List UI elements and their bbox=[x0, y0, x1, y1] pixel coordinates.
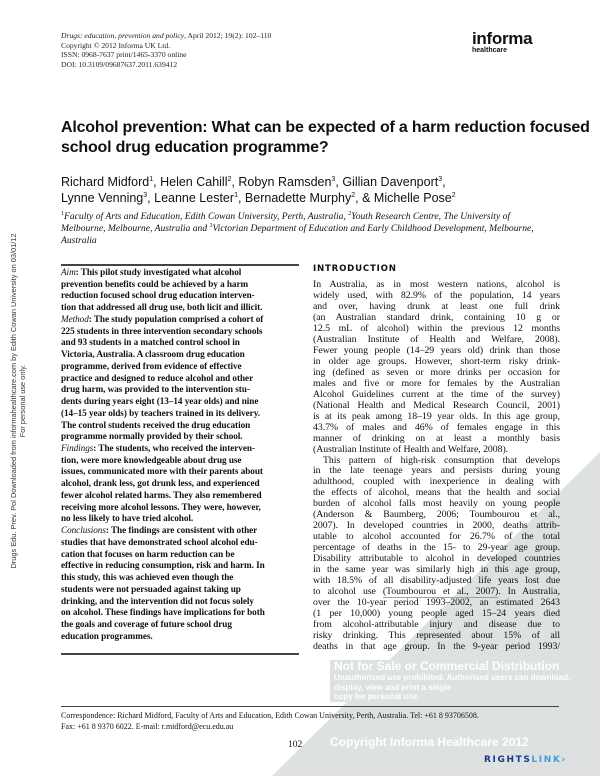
body-text-line: males and five or more for females by the Australian bbox=[313, 377, 560, 389]
affiliations bbox=[61, 211, 556, 247]
body-text-line: (1 per 10,000) young people aged 15–24 years died bbox=[313, 608, 560, 620]
abstract-line bbox=[61, 619, 299, 631]
abstract-line bbox=[61, 596, 299, 608]
abstract-line bbox=[61, 408, 299, 420]
abstract-text: fewer alcohol related harms. They also remembered bbox=[61, 489, 262, 500]
download-notice bbox=[9, 191, 27, 611]
copyright-watermark bbox=[330, 660, 600, 702]
abstract-line bbox=[61, 490, 299, 502]
body-text-line: burden of alcohol falls most heavily on young people bbox=[313, 498, 560, 510]
abstract-line bbox=[61, 349, 299, 361]
journal-name: Drugs: education, prevention and policy bbox=[61, 31, 185, 40]
author-affiliation-mark: 3 bbox=[143, 191, 148, 199]
affiliation-number: 1 bbox=[61, 210, 64, 217]
abstract-text: issues, communicated more with their parents about bbox=[61, 466, 263, 477]
author-name: Richard Midford bbox=[61, 175, 150, 189]
page-number: 102 bbox=[288, 740, 303, 750]
issn-line: ISSN: 0968-7637 print/1465-3370 online bbox=[61, 50, 187, 60]
body-text-line: 2007). In developed countries in 2000, deaths attrib- bbox=[313, 520, 560, 532]
abstract-text: : The findings are consistent with other bbox=[105, 525, 258, 536]
abstract-text: no less likely to have tried alcohol. bbox=[61, 513, 194, 524]
rightslink-arrow-icon: › bbox=[561, 755, 567, 765]
abstract-text: : The students, who received the interven- bbox=[93, 443, 255, 454]
abstract-text: prevention benefits could be achieved by a harm bbox=[61, 278, 249, 289]
author-name: Michelle Pose bbox=[373, 191, 452, 205]
abstract-line bbox=[61, 373, 299, 385]
abstract-text: dents during years eight (13–14 year olds) and nine bbox=[61, 396, 259, 407]
rightslink-part: RIGHTS bbox=[484, 755, 532, 765]
abstract-line bbox=[61, 267, 299, 279]
abstract-line bbox=[61, 302, 299, 314]
abstract-text: cation that focuses on harm reduction can be bbox=[61, 548, 235, 559]
citation-link[interactable]: (Toumbourou et al., 2007) bbox=[382, 586, 499, 598]
abstract-line bbox=[61, 431, 299, 443]
affiliation-text: Victorian Department of Education and Early Childhood Development, Melbourne, Australia bbox=[61, 223, 534, 246]
abstract-line bbox=[61, 607, 299, 619]
abstract-text: and 93 students in a matched control school in bbox=[61, 337, 240, 348]
abstract-label: Findings bbox=[61, 443, 94, 454]
abstract-line bbox=[61, 326, 299, 338]
abstract-text: the goals and coverage of future school drug bbox=[61, 619, 232, 630]
abstract-text: : This pilot study investigated what alcohol bbox=[75, 267, 242, 277]
abstract bbox=[61, 267, 299, 643]
copyright-watermark-title: Copyright Informa Healthcare 2012 bbox=[322, 735, 600, 749]
abstract-line bbox=[61, 420, 299, 432]
body-text-line: in the late teenage years and persists during young bbox=[313, 465, 560, 477]
author-name: Gillian Davenport bbox=[342, 175, 439, 189]
body-text-line: with 18.5% of all disability-adjusted life years lost due bbox=[313, 575, 560, 587]
correspondence-line: Fax: +61 8 9370 6022. E-mail: r.midford@ecu.edu.au bbox=[61, 721, 234, 731]
abstract-line bbox=[61, 279, 299, 291]
author-list: Richard Midford$^1$, Helen Cahill$^2$, Robyn Ramsden$^3$, Gillian Davenport$^3$, Lynne Venning$^3$, Leanne Lester$^1$, Bernadette Murphy$^2$, & Michelle Pose$^2$ bbox=[61, 175, 456, 205]
body-text-line: is at its peak among 18–19 year olds. In this age group, bbox=[313, 410, 560, 422]
abstract-text: receiving more alcohol lessons. They were, however, bbox=[61, 501, 261, 512]
abstract-line bbox=[61, 631, 299, 643]
abstract-line bbox=[61, 560, 299, 572]
abstract-text: on alcohol. These findings have implications for both bbox=[61, 607, 265, 618]
author-affiliation-mark: 3 bbox=[438, 175, 443, 183]
abstract-line bbox=[61, 290, 299, 302]
body-text-line: the effects of alcohol, means that the health and social bbox=[313, 487, 560, 499]
body-text-line: widely used, with 82.9% of the population, 14 years bbox=[313, 289, 560, 301]
abstract-text: : The study population comprised a cohort of bbox=[88, 313, 264, 324]
abstract-bottom-rule bbox=[61, 653, 299, 655]
abstract-label: Aim bbox=[61, 267, 76, 277]
logo-sub: healthcare bbox=[472, 47, 508, 54]
abstract-line bbox=[61, 384, 299, 396]
abstract-label: Method bbox=[61, 313, 89, 324]
article-title: Alcohol prevention: What can be expected of a harm reduction focused school drug education programme? bbox=[61, 119, 590, 156]
body-text-line: utable to alcohol accounted for 26.7% of the total bbox=[313, 531, 560, 543]
correspondence bbox=[61, 711, 571, 732]
abstract-text: tion, were more knowledgeable about drug use bbox=[61, 454, 242, 465]
abstract-line bbox=[61, 525, 299, 537]
abstract-text: Victoria, Australia. A classroom drug education bbox=[61, 349, 245, 360]
abstract-text: drinking, and the intervention did not focus solely bbox=[61, 595, 254, 606]
journal-issue: , April 2012; 19(2): 102–110 bbox=[184, 31, 272, 40]
author-affiliation-mark: 1 bbox=[149, 175, 154, 183]
author-name: Helen Cahill bbox=[160, 175, 228, 189]
body-text-line: adulthood, coupled with inexperience in dealing with bbox=[313, 476, 560, 488]
body-text-line: Fewer young people (14–29 years old) drink than those bbox=[313, 344, 560, 356]
abstract-text: tion that addressed all drug use, both licit and illicit. bbox=[61, 302, 263, 313]
body-text-line: Disability attributable to alcohol in developed countries bbox=[313, 553, 560, 565]
abstract-line bbox=[61, 549, 299, 561]
abstract-text: programme, derived from evidence of effective bbox=[61, 360, 242, 371]
author-name: Lynne Venning bbox=[61, 191, 144, 205]
download-notice-line: For personal use only. bbox=[18, 364, 27, 438]
body-text: to alcohol use bbox=[313, 586, 383, 598]
body-text-line: 12.5 mL of alcohol) within the previous 12 months bbox=[313, 322, 560, 334]
author-affiliation-mark: 3 bbox=[331, 175, 336, 183]
download-notice-line: Drugs Edu. Prev. Pol Downloaded from informahealthcare.com by Edith Cowan University on 03/01/12 bbox=[9, 233, 18, 569]
abstract-line bbox=[61, 443, 299, 455]
abstract-line bbox=[61, 513, 299, 525]
logo-name: informa bbox=[472, 29, 533, 48]
abstract-line bbox=[61, 466, 299, 478]
affiliation-number: 2 bbox=[348, 210, 352, 217]
publisher-logo bbox=[472, 30, 532, 55]
body-text-line: manner of drinking on at least a monthly basis bbox=[313, 432, 560, 444]
watermark-line: display, view and print a single bbox=[334, 682, 452, 692]
body-text-line: in the same year was similarly high in this age group, bbox=[313, 564, 560, 576]
body-text-line: In Australia, as in most western nations, alcohol is bbox=[313, 279, 560, 290]
abstract-line bbox=[61, 584, 299, 596]
abstract-text: (14–15 year olds) by teachers trained in its delivery. bbox=[61, 407, 260, 418]
journal-header bbox=[61, 31, 271, 69]
abstract-text: practice and designed to reduce alcohol and other bbox=[61, 372, 254, 383]
body-text-line: ing (defined as seven or more drinks per occasion for bbox=[313, 366, 560, 378]
body-text-line: risky drinking. This represented about 15% of all bbox=[313, 630, 560, 641]
abstract-text: students were not persuaded against taking up bbox=[61, 583, 241, 594]
author-name: Leanne Lester bbox=[154, 191, 235, 205]
abstract-line bbox=[61, 396, 299, 408]
body-text-line: This pattern of high-risk consumption that develops bbox=[323, 454, 560, 466]
body-text-line: and over, having drunk at least one full drink bbox=[313, 300, 560, 312]
rightslink-part: LINK bbox=[531, 755, 562, 765]
body-text-line: Alcohol Guidelines current at the time of the survey) bbox=[313, 388, 560, 400]
correspondence-line: Correspondence: Richard Midford, Faculty of Arts and Education, Edith Cowan University, Perth, Australia. Tel: +61 8 93706508. bbox=[61, 711, 479, 720]
body-text-line: over the 10-year period 1993–2002, an estimated 2643 bbox=[313, 597, 560, 609]
abstract-text: this study, this was achieved even though the bbox=[61, 572, 234, 583]
body-text-line: (Australian Institute of Health and Welfare, 2008). bbox=[313, 443, 509, 455]
abstract-line bbox=[61, 572, 299, 584]
body-text-line: percentage of deaths in the 15- to 29-year age group. bbox=[313, 542, 560, 554]
abstract-text: alcohol, drank less, got drunk less, and experienced bbox=[61, 478, 260, 489]
copyright-line: Copyright © 2012 Informa UK Ltd. bbox=[61, 40, 171, 50]
abstract-line bbox=[61, 455, 299, 467]
section-heading: INTRODUCTION bbox=[313, 264, 397, 274]
abstract-text: drug harm, was provided to the intervention stu- bbox=[61, 384, 250, 395]
body-text-line: from alcohol-attributable injury and disease due to bbox=[313, 619, 560, 631]
abstract-text: effective in reducing consumption, risk and harm. In bbox=[61, 560, 265, 571]
affiliation-text: Faculty of Arts and Education, Edith Cowan University, Perth, Australia, bbox=[64, 211, 349, 222]
body-text-line: (an Australian standard drink, containing 10 g or bbox=[313, 311, 560, 323]
affiliation-text: Youth Research Centre, The University of Melbourne, Melbourne, Australia and bbox=[61, 211, 511, 234]
abstract-line bbox=[61, 361, 299, 373]
abstract-line bbox=[61, 478, 299, 490]
author-name: Robyn Ramsden bbox=[238, 175, 332, 189]
body-text-line: (National Health and Medical Research Council, 2001) bbox=[313, 399, 560, 411]
doi-line: DOI: 10.3109/09687637.2011.639412 bbox=[61, 59, 178, 69]
abstract-label: Conclusions bbox=[61, 525, 106, 536]
rightslink-logo[interactable] bbox=[484, 755, 567, 766]
author-affiliation-mark: 2 bbox=[451, 191, 456, 199]
introduction-body bbox=[313, 280, 560, 653]
abstract-text: The control students received the drug education bbox=[61, 419, 251, 430]
author-name: Bernadette Murphy bbox=[244, 191, 352, 205]
body-text-line: deaths in that age group. In the 9-year period 1993/ bbox=[313, 640, 560, 652]
abstract-line bbox=[61, 314, 299, 326]
affiliation-number: 3 bbox=[209, 222, 213, 229]
author-affiliation-mark: 2 bbox=[227, 175, 232, 183]
abstract-line bbox=[61, 537, 299, 549]
abstract-line bbox=[61, 502, 299, 514]
body-text-line: 43.7% of males and 46% of females engage in this bbox=[313, 421, 560, 433]
abstract-line bbox=[61, 337, 299, 349]
body-text-line: (Australian Institute of Health and Welfare, 2008). bbox=[313, 333, 560, 345]
body-text-line: (Anderson & Baumberg, 2006; Toumbourou et al., bbox=[313, 509, 560, 521]
author-affiliation-mark: 1 bbox=[234, 191, 238, 199]
body-text-line: in older age groups. However, short-term risky drink- bbox=[313, 355, 560, 367]
abstract-text: reduction focused school drug education interven- bbox=[61, 290, 255, 301]
abstract-text: education programmes. bbox=[61, 630, 153, 641]
author-affiliation-mark: 2 bbox=[351, 191, 356, 199]
abstract-top-rule bbox=[61, 264, 299, 266]
watermark-line: copy for personal use. bbox=[334, 692, 420, 701]
abstract-text: studies that have demonstrated school alcohol edu- bbox=[61, 536, 258, 547]
abstract-text: 225 students in three intervention secondary schools bbox=[61, 325, 263, 336]
abstract-text: programme normally provided by their school. bbox=[61, 431, 243, 442]
watermark-line: Not for Sale or Commercial Distribution bbox=[334, 659, 560, 673]
watermark-line: Unauthorized use prohibited. Authorised users can download, bbox=[334, 673, 571, 682]
body-text: . In Australia, bbox=[498, 586, 560, 598]
footnote-rule bbox=[61, 706, 559, 707]
